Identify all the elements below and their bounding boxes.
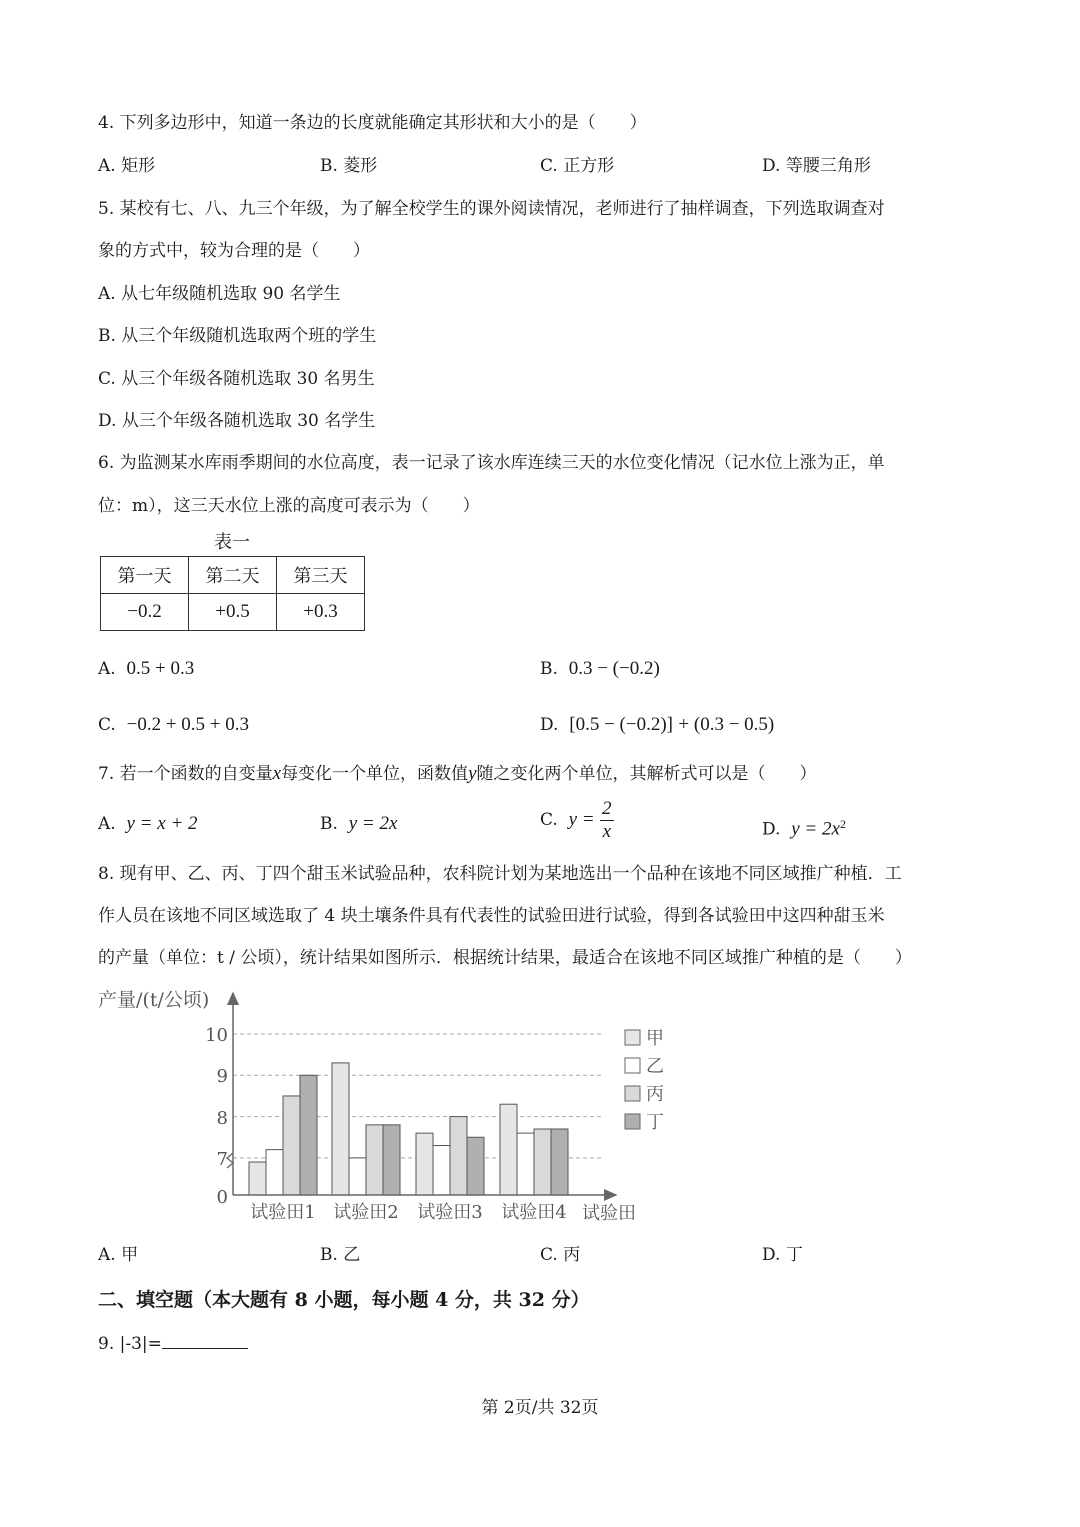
y-tick-label: 9 [216,1066,228,1087]
option-expression: 0.3 − (−0.2) [568,658,660,679]
q5-option-b: B. 从三个年级随机选取两个班的学生 [98,326,377,346]
option-expression: y = x + 2 [126,813,198,834]
q6-table-caption: 表一 [214,532,250,553]
q5-option-d: D. 从三个年级各随机选取 30 名学生 [98,411,376,431]
q4-option-c: C. 正方形 [540,156,615,176]
q8-option-c: C. 丙 [540,1245,581,1265]
bar-yi-field1 [266,1150,283,1195]
q9 [98,1332,248,1356]
bar-bing-field4 [534,1129,551,1195]
table-header-cell: 第三天 [277,557,365,594]
q5-option-c: C. 从三个年级各随机选取 30 名男生 [98,369,375,389]
q7-option-d [762,812,846,842]
option-label: C. [98,715,116,735]
option-label: D. [540,715,559,735]
option-expression: + (0.3 − 0.5) [678,714,775,735]
q9-stem: 9. |-3|= [98,1334,162,1354]
option-expression: −0.2 + 0.5 + 0.3 [126,714,250,735]
exponent: 2 [839,817,846,831]
y-axis-label: 产量/(t/公顷) [98,989,210,1011]
legend-label: 丁 [646,1112,664,1133]
chart-bars [249,1063,568,1195]
bar-ding-field3 [467,1137,484,1195]
q7-stem-pre: 7. 若一个函数的自变量 [98,764,273,784]
table-header-cell: 第二天 [189,557,277,594]
section-heading: 二、填空题（本大题有 8 小题，每小题 4 分，共 32 分） [98,1289,590,1311]
q6-option-a [98,657,194,681]
option-label: B. [320,814,338,834]
option-label: A. [98,814,116,834]
q4-option-d: D. 等腰三角形 [762,156,871,176]
yield-bar-chart [96,985,696,1235]
bar-ding-field1 [300,1075,317,1195]
q6-stem-line1: 6. 为监测某水库雨季期间的水位高度，表一记录了该水库连续三天的水位变化情况（记水位上涨为正，单 [98,453,885,473]
fraction-denominator: x [602,821,612,842]
bar-yi-field3 [433,1146,450,1195]
table-header-cell: 第一天 [101,557,189,594]
bar-bing-field3 [450,1117,467,1195]
table-cell: +0.5 [189,594,277,631]
bar-jia-field4 [500,1104,517,1195]
q8-option-d: D. 丁 [762,1245,803,1265]
option-expression: 0.5 + 0.3 [126,658,195,679]
bar-jia-field2 [332,1063,349,1195]
page-footer: 第 2页/共 32页 [481,1398,599,1418]
q7-option-c [540,798,614,843]
option-label: B. [540,659,558,679]
q7-stem-post: 随之变化两个单位，其解析式可以是（ ） [476,764,817,784]
q8-stem-line1: 8. 现有甲、乙、丙、丁四个甜玉米试验品种，农科院计划为某地选出一个品种在该地不同区域推广种植．工 [98,864,902,884]
bar-jia-field1 [249,1162,266,1195]
legend-swatch-ding [625,1114,640,1129]
bar-bing-field2 [366,1125,383,1195]
q8-stem-line2: 作人员在该地不同区域选取了 4 块土壤条件具有代表性的试验田进行试验，得到各试验田中这四种甜玉米 [98,906,885,926]
y-tick-label: 7 [216,1149,228,1170]
q4-stem: 4. 下列多边形中，知道一条边的长度就能确定其形状和大小的是（ ） [98,113,647,133]
y-tick-label: 8 [216,1108,228,1129]
legend-label: 丙 [646,1084,664,1105]
x-tick-label: 试验田4 [501,1202,567,1223]
legend-swatch-jia [625,1030,640,1045]
q6-option-c [98,713,249,737]
option-label: D. [762,819,781,840]
bar-jia-field3 [416,1133,433,1195]
q7-option-b [320,812,397,836]
y-tick-label: 10 [205,1025,228,1046]
option-expression: y = 2x [348,813,398,834]
q8-option-b: B. 乙 [320,1245,361,1265]
bar-ding-field2 [383,1125,400,1195]
x-tick-label: 试验田1 [250,1202,316,1223]
bar-yi-field2 [349,1158,366,1195]
legend-label: 甲 [646,1028,664,1049]
legend-swatch-yi [625,1058,640,1073]
q5-option-a: A. 从七年级随机选取 90 名学生 [98,284,341,304]
q6-water-level-table [100,556,365,631]
q6-stem-line2: 位：m），这三天水位上涨的高度可表示为（ ） [98,496,480,516]
fraction [600,798,614,843]
option-label: A. [98,659,116,679]
q6-option-d [540,713,774,737]
var-y: y [468,763,477,784]
option-expression: y = 2x [791,818,840,840]
table-cell: +0.3 [277,594,365,631]
table-row [101,594,365,631]
q7-option-a [98,812,198,836]
q8-stem-line3: 的产量（单位：t / 公顷），统计结果如图所示．根据统计结果，最适合在该地不同区域推广种植的是（ ） [98,948,912,968]
bar-bing-field1 [283,1096,300,1195]
legend-label: 乙 [646,1056,664,1077]
legend-swatch-bing [625,1086,640,1101]
x-tick-label: 试验田2 [333,1202,399,1223]
option-label: C. [540,810,558,830]
q5-stem-line1: 5. 某校有七、八、九三个年级，为了解全校学生的课外阅读情况，老师进行了抽样调查，下列选取调查对 [98,199,885,219]
q4-option-a: A. 矩形 [98,156,156,176]
answer-blank[interactable] [162,1332,248,1349]
q5-stem-line2: 象的方式中，较为合理的是（ ） [98,241,370,261]
option-expression: [0.5 − (−0.2)] [569,714,673,735]
q6-option-b [540,657,660,681]
var-x: x [272,763,282,784]
y-tick-label: 0 [216,1187,228,1208]
q4-option-b: B. 菱形 [320,156,378,176]
q7-stem-mid: 每变化一个单位，函数值 [281,764,469,784]
q8-option-a: A. 甲 [98,1245,139,1265]
bar-ding-field4 [551,1129,568,1195]
q7-stem [98,762,817,786]
table-cell: −0.2 [101,594,189,631]
x-tick-label: 试验田3 [417,1202,483,1223]
bar-yi-field4 [517,1133,534,1195]
option-expression: y = [568,809,595,830]
chart-legend [625,1028,664,1133]
table-header-row [101,557,365,594]
x-axis-label: 试验田 [582,1203,636,1224]
fraction-numerator: 2 [602,798,612,819]
